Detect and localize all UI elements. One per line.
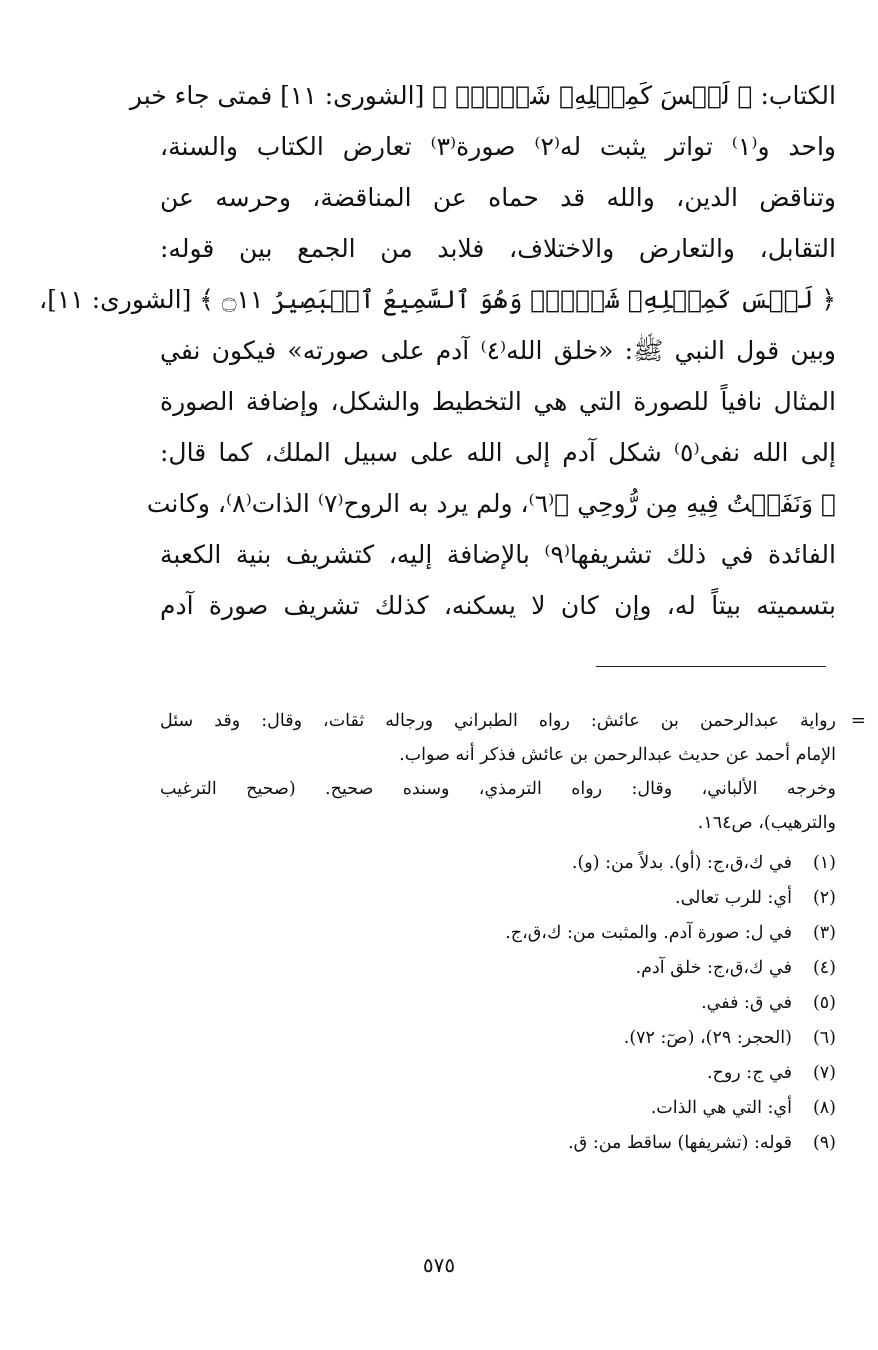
footnote-item <box>160 881 836 916</box>
footnote-text: قوله: (تشريفها) ساقط من: ق. <box>568 1133 792 1153</box>
footnote-continuation-line: وخرجه الألباني، وقال: رواه الترمذي، وسنده صحيح. (صحيح الترغيب <box>160 779 836 799</box>
main-text-line: الفائدة في ذلك تشريفها⁽٩⁾ بالإضافة إليه، كتشريف بنية الكعبة <box>160 540 836 569</box>
footnote-number: (٥) <box>812 993 836 1013</box>
main-text-line: وبين قول النبي ﷺ: «خلق الله⁽٤⁾ آدم على صورته» فيكون نفي <box>160 336 836 365</box>
footnote-text: أي: للرب تعالى. <box>675 888 792 908</box>
footnote-item <box>160 1091 836 1126</box>
footnote-text: في ك،ق،ج: (أو). بدلاً من: (و). <box>571 853 792 873</box>
footnote-continuation-line: والترهيب)، ص١٦٤. <box>697 813 836 833</box>
footnote-number: (٣) <box>812 923 836 943</box>
main-text-body <box>39 70 836 631</box>
main-text-line: ﴿ لَيۡسَ كَمِثۡلِهِۦ شَيۡءٞۖ وَهُوَ ٱلسَّمِيعُ ٱلۡبَصِيرُ ۝١١ ﴾ [الشورى: ١١]، <box>39 285 836 314</box>
footnote-separator <box>596 666 826 667</box>
main-text-line: وتناقض الدين، والله قد حماه عن المناقضة، وحرسه عن <box>160 183 836 212</box>
footnote-text: في ل: صورة آدم. والمثبت من: ك،ق،ج. <box>505 923 792 943</box>
main-text-line: الكتاب: ﴿ لَيۡسَ كَمِثۡلِهِۦ شَيۡءٞۖ ﴾ [الشورى: ١١] فمتى جاء خبر <box>129 81 836 110</box>
footnote-number: (٦) <box>812 1028 836 1048</box>
main-text-line: ﴿ وَنَفَخۡتُ فِيهِ مِن رُّوحِي ﴾⁽٦⁾، ولم يرد به الروح⁽٧⁾ الذات⁽٨⁾، وكانت <box>146 489 836 518</box>
footnote-item <box>160 1056 836 1091</box>
footnote-item <box>160 951 836 986</box>
footnote-number: (٤) <box>812 958 836 978</box>
footnote-text: (الحجر: ٢٩)، (صٓ: ٧٢). <box>623 1028 792 1048</box>
footnote-continuation <box>160 704 866 840</box>
footnote-item <box>160 986 836 1021</box>
page-number: ٥٧٥ <box>422 1253 456 1277</box>
main-text-line: بتسميته بيتاً له، وإن كان لا يسكنه، كذلك تشريف صورة آدم <box>160 591 836 620</box>
footnote-number: (٨) <box>812 1098 836 1118</box>
footnote-text: في ج: روح. <box>706 1063 792 1083</box>
main-text-line: المثال نافياً للصورة التي هي التخطيط والشكل، وإضافة الصورة <box>160 387 836 416</box>
footnote-continuation-line: الإمام أحمد عن حديث عبدالرحمن بن عائش فذكر أنه صواب. <box>399 745 836 765</box>
main-text-line: واحد و⁽١⁾ تواتر يثبت له⁽٢⁾ صورة⁽٣⁾ تعارض الكتاب والسنة، <box>160 132 836 161</box>
footnote-number: (١) <box>812 853 836 873</box>
continuation-mark: = <box>850 710 866 731</box>
footnote-item <box>160 1126 836 1161</box>
footnote-continuation-line: رواية عبدالرحمن بن عائش: رواه الطبراني ورجاله ثقات، وقال: وقد سئل <box>160 711 836 731</box>
main-text-line: التقابل، والتعارض والاختلاف، فلابد من الجمع بين قوله: <box>160 234 836 263</box>
footnote-item <box>160 916 836 951</box>
footnote-text: في ق: ففي. <box>701 993 792 1013</box>
footnote-number: (٢) <box>812 888 836 908</box>
main-text-line: إلى الله نفى⁽٥⁾ شكل آدم إلى الله على سبيل الملك، كما قال: <box>160 438 836 467</box>
footnote-number: (٧) <box>812 1063 836 1083</box>
footnotes-list <box>160 846 836 1161</box>
footnote-text: أي: التي هي الذات. <box>650 1098 792 1118</box>
footnote-item <box>160 846 836 881</box>
footnote-text: في ك،ق،ج: خلق آدم. <box>635 958 792 978</box>
footnote-item <box>160 1021 836 1056</box>
footnote-number: (٩) <box>812 1133 836 1153</box>
